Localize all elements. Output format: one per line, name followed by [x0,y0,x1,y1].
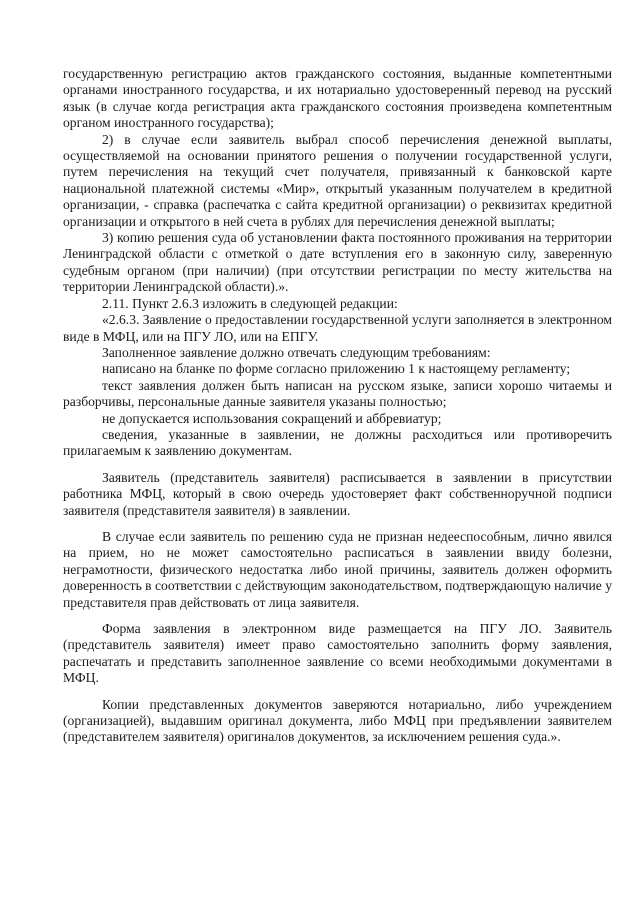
paragraph: 2) в случае если заявитель выбрал способ перечисления денежной выплаты, осуществляемой на основании принятого решения о получении государственной услуги, путем перечисления на текущий счет получателя, привязанный к банковской карте национальной платежной системы «Мир», открытый указанным получателем в кредитной организации, - справка (распечатка с сайта кредитной организации) о реквизитах кредитной организации и открытого в ней счета в рублях для перечисления денежной выплаты; [63,131,612,229]
paragraph: «2.6.3. Заявление о предоставлении государственной услуги заполняется в электронном виде в МФЦ, или на ПГУ ЛО, или на ЕПГУ. [63,312,612,344]
paragraph: Форма заявления в электронном виде размещается на ПГУ ЛО. Заявитель (представитель заявителя) имеет право самостоятельно заполнить форму заявления, распечатать и представить заполненное заявление со всеми необходимыми документами в МФЦ. [63,621,612,686]
paragraph: Копии представленных документов заверяются нотариально, либо учреждением (организацией), выдавшим оригинал документа, либо МФЦ при предъявлении заявителем (представителем заявителя) оригиналов документов, за исключением решения суда.». [63,696,612,745]
paragraph: Заполненное заявление должно отвечать следующим требованиям: [102,344,491,360]
paragraph: не допускается использования сокращений и аббревиатур; [102,410,442,426]
paragraph: сведения, указанные в заявлении, не должны расходиться или противоречить прилагаемым к заявлению документам. [63,426,612,459]
paragraph: написано на бланке по форме согласно приложению 1 к настоящему регламенту; [102,361,571,377]
paragraph: текст заявления должен быть написан на русском языке, записи хорошо читаемы и разборчивы, персональные данные заявителя указаны полностью; [63,377,612,410]
paragraph: Заявитель (представитель заявителя) расписывается в заявлении в присутствии работника МФЦ, который в свою очередь удостоверяет факт собственноручной подписи заявителя (представителя заявителя) в заявлении. [63,469,612,518]
paragraph: государственную регистрацию актов гражданского состояния, выданные компетентными органами иностранного государства, и их нотариально удостоверенный перевод на русский язык (в случае когда регистрация акта гражданского состояния произведена компетентным органом иностранного государства); [63,66,612,131]
paragraph: В случае если заявитель по решению суда не признан недееспособным, лично явился на прием, но не может самостоятельно расписаться в заявлении ввиду болезни, неграмотности, физического недостатка либо иной причины, заявитель должен оформить доверенность в соответствии с действующим законодательством, подтверждающую наличие у представителя прав действовать от лица заявителя. [63,528,612,610]
paragraph: 3) копию решения суда об установлении факта постоянного проживания на территории Ленинградской области с отметкой о дате вступления его в законную силу, заверенную судебным органом (при наличии) (при отсутствии регистрации по месту жительства на территории Ленинградской области).». [63,230,612,295]
paragraph: 2.11. Пункт 2.6.3 изложить в следующей редакции: [102,295,398,311]
